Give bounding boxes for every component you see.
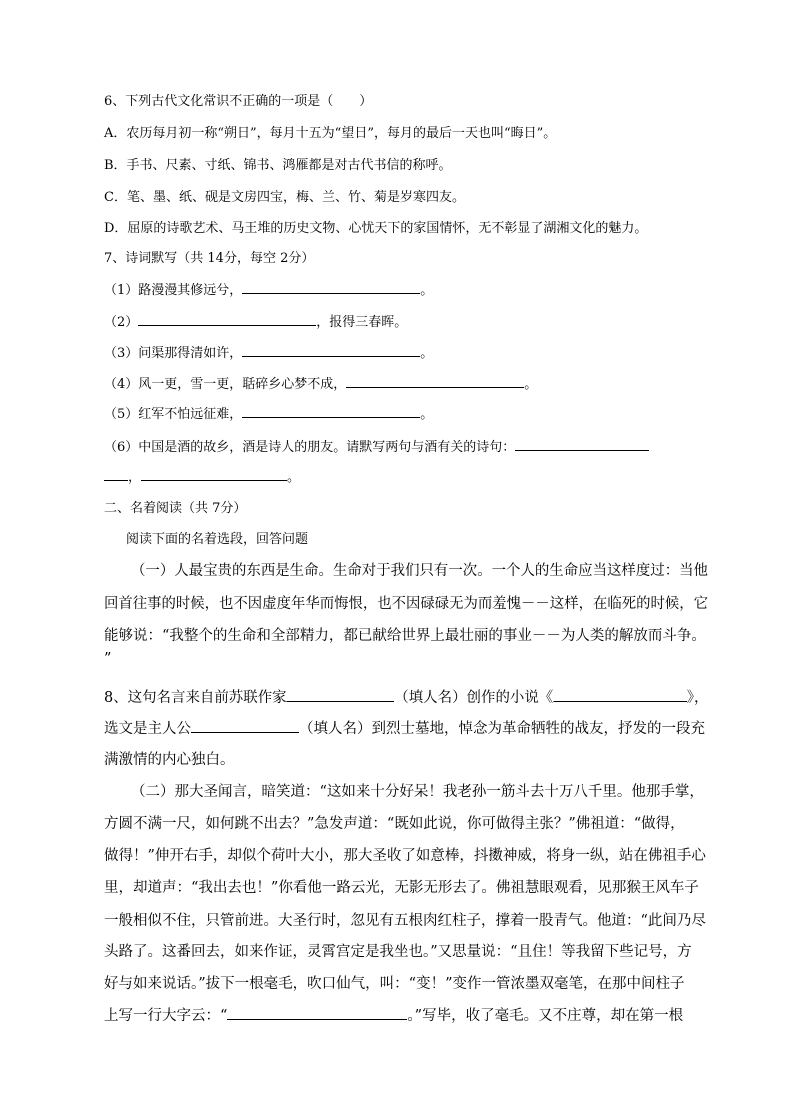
section2-intro: 阅读下面的名着选段，回答问题 bbox=[126, 532, 309, 547]
q6-option-a: A．农历每月初一称“朔日”，每月十五为“望日”，每月的最后一天也叫“晦日”。 bbox=[104, 126, 557, 141]
answer-blank-author[interactable] bbox=[287, 689, 395, 702]
answer-blank-6b[interactable] bbox=[141, 468, 287, 481]
answer-blank-novel[interactable] bbox=[553, 689, 687, 702]
q7-line-3-end: 。 bbox=[420, 346, 434, 361]
answer-blank-5[interactable] bbox=[242, 405, 420, 418]
q8-line-2 bbox=[104, 717, 705, 738]
passage2-line-7: 好与如来说话。”拔下一根毫毛，吹口仙气，叫：“变！”变作一管浓墨双毫笔，在那中间柱子 bbox=[104, 976, 685, 992]
passage2-line-8 bbox=[104, 1004, 683, 1025]
q7-line-6-cont bbox=[104, 466, 300, 485]
q7-line-6-comma: ， bbox=[128, 470, 142, 485]
answer-blank-protagonist[interactable] bbox=[191, 720, 299, 733]
passage2-line-2: 方圆不满一尺，如何跳不出去？”急发声道：“既如此说，你可做得主张？”佛祖道：“做得， bbox=[104, 816, 685, 832]
passage2-line-3: 做得！”伸开右手，却似个荷叶大小，那大圣收了如意棒，抖擞神威，将身一纵，站在佛祖手心 bbox=[104, 848, 706, 864]
answer-blank-6a[interactable] bbox=[515, 438, 649, 451]
passage1-line-3: 能够说：“我整个的生命和全部精力，都已献给世界上最壮丽的事业－－为人类的解放而斗争。 bbox=[104, 628, 706, 644]
passage1-line-4: ” bbox=[104, 651, 112, 667]
answer-blank-inscription[interactable] bbox=[227, 1007, 407, 1020]
q6-option-d: D．屈原的诗歌艺术、马王堆的历史文物、心忧天下的家国情怀，无不彰显了湖湘文化的魅力。 bbox=[104, 221, 648, 236]
q8-line-1-end: 》， bbox=[686, 690, 709, 706]
q7-line-3 bbox=[104, 342, 433, 361]
answer-blank-2[interactable] bbox=[138, 313, 316, 326]
q8-line-2-text: 选文是主人公 bbox=[104, 721, 191, 737]
q7-line-1-text: （1）路漫漫其修远兮， bbox=[104, 283, 243, 298]
section2-title: 二、名着阅读（共 7分） bbox=[104, 501, 247, 516]
q8-line-3: 满激情的内心独白。 bbox=[104, 752, 235, 768]
q7-line-2-text: （2） bbox=[104, 315, 139, 330]
q6-option-c: C．笔、墨、纸、砚是文房四宝，梅、兰、竹、菊是岁寒四友。 bbox=[104, 190, 465, 205]
q8-line-1-mid: （填人名）创作的小说《 bbox=[394, 690, 554, 706]
answer-blank-3[interactable] bbox=[242, 344, 420, 357]
answer-blank-6a-cont[interactable] bbox=[104, 468, 128, 481]
q8-line-1 bbox=[104, 686, 708, 707]
passage2-line-4: 里，却道声：“我出去也！”你看他一路云光，无影无形去了。佛祖慧眼观看，见那猴王风车子 bbox=[104, 880, 699, 896]
passage2-line-6: 头路了。这番回去，如来作证，灵霄宫定是我坐也。”又思量说：“且住！等我留下些记号，方 bbox=[104, 944, 692, 960]
passage2-line-8-text: 上写一行大字云：“ bbox=[104, 1008, 228, 1024]
q7-line-4 bbox=[104, 373, 537, 392]
q7-line-5-text: （5）红军不怕远征难， bbox=[104, 407, 243, 422]
q6-stem: 6、下列古代文化常识不正确的一项是（ ） bbox=[104, 94, 373, 109]
q7-line-4-text: （4）风一更，雪一更，聒碎乡心梦不成， bbox=[104, 377, 347, 392]
passage2-line-5: 一般相似不住，只管前进。大圣行时，忽见有五根肉红柱子，撑着一股青气。他道：“此间乃尽 bbox=[104, 913, 706, 929]
answer-blank-4[interactable] bbox=[346, 375, 524, 388]
q7-line-1-end: 。 bbox=[420, 283, 434, 298]
q7-line-1 bbox=[104, 279, 433, 298]
passage1-line-2: 回首往事的时候，也不因虚度年华而悔恨，也不因碌碌无为而羞愧－－这样，在临死的时候，它 bbox=[104, 596, 709, 612]
q7-line-4-end: 。 bbox=[524, 377, 538, 392]
q7-line-5 bbox=[104, 403, 433, 422]
q6-option-b: B．手书、尺素、寸纸、锦书、鸿雁都是对古代书信的称呼。 bbox=[104, 158, 452, 173]
answer-blank-1[interactable] bbox=[242, 281, 420, 294]
q8-line-1-text: 8、这句名言来自前苏联作家 bbox=[104, 690, 287, 706]
q7-line-2 bbox=[104, 311, 407, 330]
q7-line-2-end: ，报得三春晖。 bbox=[316, 315, 408, 330]
q8-line-2-end: （填人名）到烈士墓地，悼念为革命牺牲的战友，抒发的一段充 bbox=[299, 721, 705, 737]
q7-line-6 bbox=[104, 436, 649, 455]
q7-line-6-text: （6）中国是酒的故乡，酒是诗人的朋友。请默写两句与酒有关的诗句： bbox=[104, 440, 516, 455]
q7-line-3-text: （3）问渠那得清如许， bbox=[104, 346, 243, 361]
passage2-line-1: （二）那大圣闻言，暗笑道：“这如来十分好呆！我老孙一筋斗去十万八千里。他那手掌， bbox=[131, 784, 704, 800]
q7-line-6-end: 。 bbox=[287, 470, 301, 485]
passage2-line-8-end: 。”写毕，收了毫毛。又不庄尊，却在第一根 bbox=[407, 1008, 684, 1024]
passage1-line-1: （一）人最宝贵的东西是生命。生命对于我们只有一次。一个人的生命应当这样度过：当他 bbox=[131, 563, 708, 579]
q7-stem: 7、诗词默写（共 14分，每空 2分） bbox=[104, 251, 315, 266]
q7-line-5-end: 。 bbox=[420, 407, 434, 422]
